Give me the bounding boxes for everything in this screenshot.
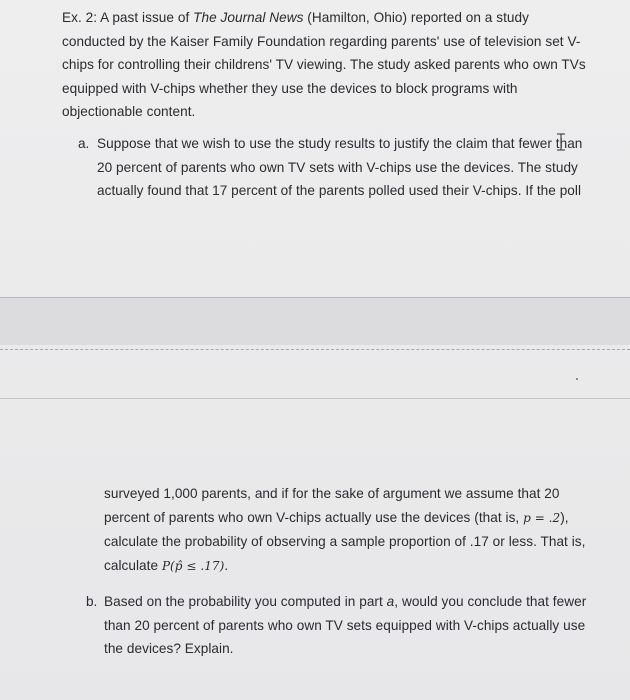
part-a-text: . bbox=[224, 557, 229, 573]
part-a-text: calculate bbox=[104, 557, 162, 573]
part-b-text: Based on the probability you computed in part bbox=[104, 594, 387, 609]
part-a-line-7 bbox=[104, 554, 585, 579]
part-b-label: b. bbox=[86, 594, 98, 609]
part-b-question bbox=[104, 590, 586, 661]
part-a-text: ), bbox=[560, 509, 569, 525]
gray-band bbox=[0, 298, 630, 345]
part-a-line-5 bbox=[104, 506, 585, 531]
part-a-question-top bbox=[97, 132, 582, 203]
math-expression: P(p̂ ≤ .17) bbox=[161, 558, 225, 573]
stray-dot bbox=[576, 378, 578, 380]
math-expression: p = .2 bbox=[523, 510, 561, 525]
part-a-line-3: actually found that 17 percent of the parents polled used their V-chips. If the poll bbox=[97, 183, 582, 198]
exercise-intro bbox=[62, 6, 586, 124]
part-a-label: a. bbox=[78, 136, 90, 151]
intro-line-2: conducted by the Kaiser Family Foundation regarding parents' use of television set V- bbox=[62, 33, 581, 49]
part-b-line-1 bbox=[104, 590, 586, 614]
intro-line-1 bbox=[62, 6, 586, 30]
journal-name: The Journal News bbox=[193, 10, 304, 25]
intro-text: (Hamilton, Ohio) reported on a study bbox=[303, 10, 529, 25]
part-b-line-3: the devices? Explain. bbox=[104, 641, 234, 656]
part-a-line-2: 20 percent of parents who own TV sets with V-chips use the devices. The study bbox=[97, 159, 578, 175]
part-b-text: , would you conclude that fewer bbox=[394, 594, 587, 609]
text-cursor-icon bbox=[556, 133, 566, 151]
part-a-line-4: surveyed 1,000 parents, and if for the sake of argument we assume that 20 bbox=[104, 486, 560, 501]
part-a-question-continued bbox=[104, 482, 585, 578]
part-reference: a bbox=[386, 594, 395, 609]
intro-line-3: chips for controlling their childrens' TV viewing. The study asked parents who own TVs bbox=[62, 57, 586, 72]
separator-line bbox=[0, 398, 630, 399]
part-a-line-1: Suppose that we wish to use the study results to justify the claim that fewer than bbox=[97, 136, 583, 151]
part-b-line-2: than 20 percent of parents who own TV sets equipped with V-chips actually use bbox=[104, 617, 586, 633]
part-a-text: percent of parents who own V-chips actually use the devices (that is, bbox=[104, 509, 524, 525]
part-a-line-6: calculate the probability of observing a sample proportion of .17 or less. That is, bbox=[104, 534, 586, 549]
dashed-divider bbox=[0, 349, 630, 350]
intro-line-4: equipped with V-chips whether they use the devices to block programs with bbox=[62, 80, 518, 96]
intro-line-5: objectionable content. bbox=[62, 104, 196, 119]
intro-text: Ex. 2: A past issue of bbox=[62, 10, 194, 25]
